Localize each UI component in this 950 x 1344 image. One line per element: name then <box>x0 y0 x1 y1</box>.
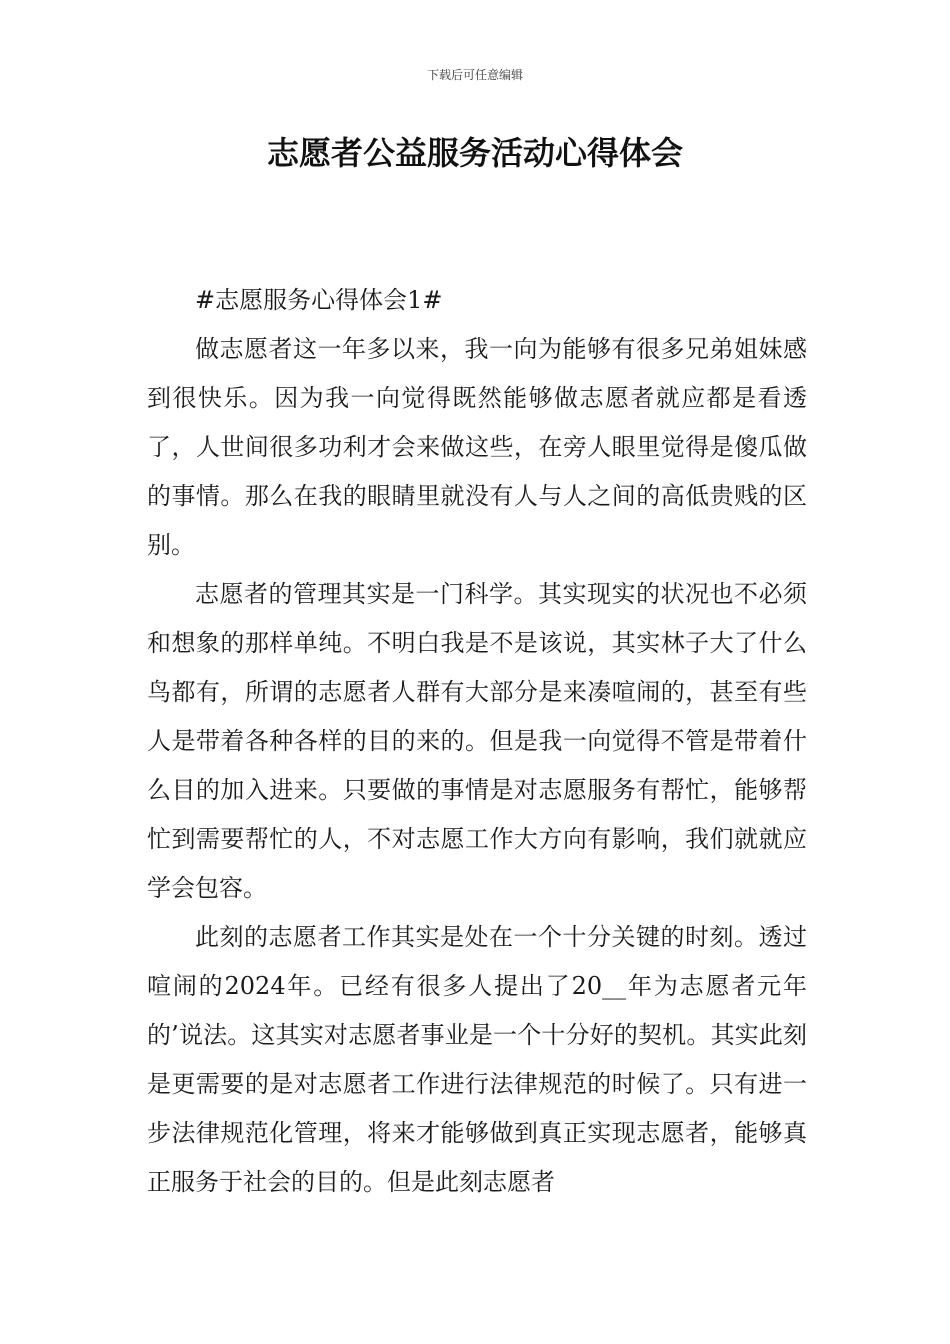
paragraph-1: 做志愿者这一年多以来，我一向为能够有很多兄弟姐妹感到很快乐。因为我一向觉得既然能够做志愿者就应都是看透了，人世间很多功利才会来做这些，在旁人眼里觉得是傻瓜做的事情。那么在我的眼睛里就没有人与人之间的高低贵贱的区别。 <box>147 335 807 559</box>
paragraph-3: 此刻的志愿者工作其实是处在一个十分关键的时刻。透过喧闹的2024年。已经有很多人提出了20__年为志愿者元年的’说法。这其实对志愿者事业是一个十分好的契机。其实此刻是更需要的是对志愿者工作进行法律规范的时候了。只有进一步法律规范化管理，将来才能够做到真正实现志愿者，能够真正服务于社会的目的。但是此刻志愿者 <box>147 923 807 1196</box>
section-heading: #志愿服务心得体会1# <box>195 286 443 314</box>
header-note: 下载后可任意编辑 <box>426 68 523 82</box>
document-body <box>147 276 807 1207</box>
document-title: 志愿者公益服务活动心得体会 <box>266 134 683 172</box>
paragraph-2: 志愿者的管理其实是一门科学。其实现实的状况也不必须和想象的那样单纯。不明白我是不是该说，其实林子大了什么鸟都有，所谓的志愿者人群有大部分是来凑喧闹的，甚至有些人是带着各种各样的目的来的。但是我一向觉得不管是带着什么目的加入进来。只要做的事情是对志愿服务有帮忙，能够帮忙到需要帮忙的人，不对志愿工作大方向有影响，我们就就应学会包容。 <box>147 580 807 902</box>
